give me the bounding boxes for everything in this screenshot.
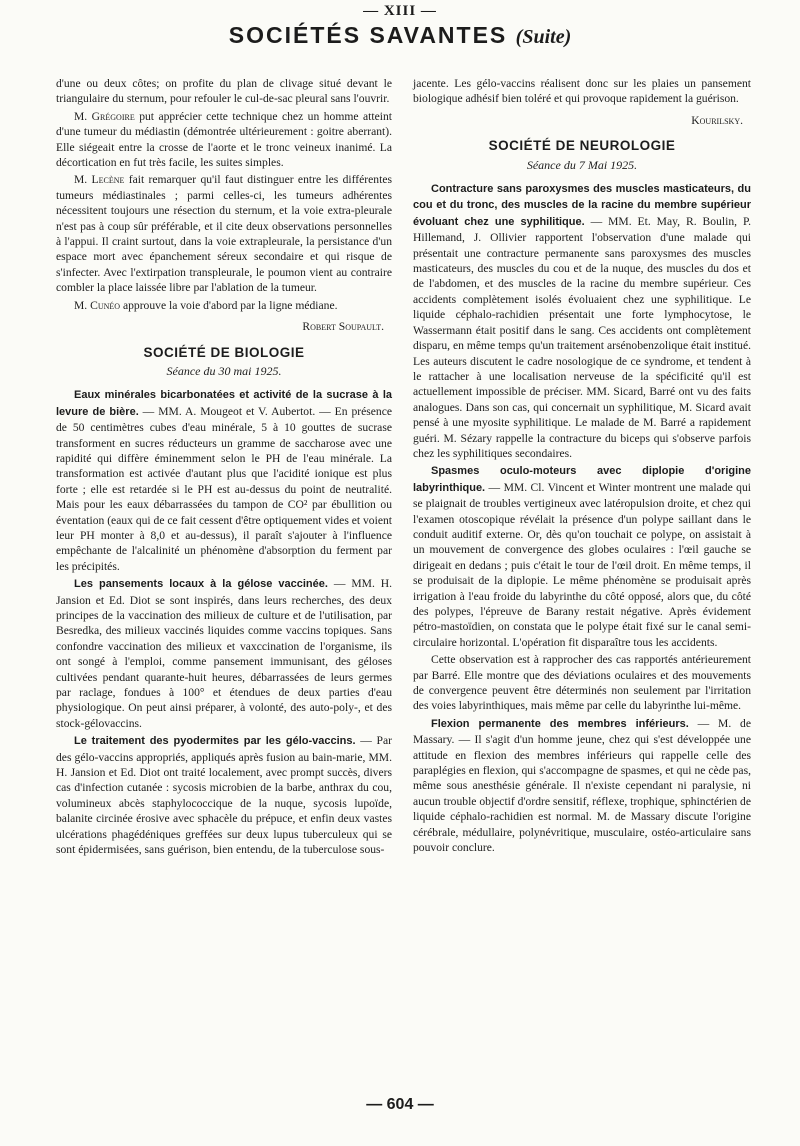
article-title: Spasmes oculo-moteurs avec diplopie d'origine labyrinthique. bbox=[413, 465, 751, 494]
paragraph bbox=[413, 181, 751, 461]
section-date: Séance du 30 mai 1925. bbox=[166, 363, 282, 378]
paragraph-text: — MM. Cl. Vincent et Winter montrent une malade qui se plaignait de troubles vertigineux avec latéropulsion droite, et chez qui l'examen otoscopique révélait la présence d'un polype saillant dans le conduit auditif externe. Or, dès qu'on touchait ce polype, on assistait à un mouvement de convergence des globes oculaires : l'œil gauche se dirigeait en dedans ; puis c'était le tour de l'œil droit. En même temps, il se produisait de la diplopie. Le même phénomène se produisait après irrigation à l'eau froide du labyrinthe du côté opposé, alors que, du côté des polypes, l'épreuve de Barany restait négative. Après évidement pétro-mastoïdien, on constata que le polype était fixé sur le canal semi-circulaire horizontal. L'opération fit disparaître tous les accidents. bbox=[413, 480, 751, 649]
paragraph bbox=[56, 387, 392, 574]
paragraph-text: — MM. Et. May, R. Boulin, P. Hillemand, J. Ollivier rapportent l'observation d'une malade qui présentait une contracture permanente sans paroxysmes des muscles masticateurs, des muscles du cou et de la nuque, des muscles du dos et de l'abdomen, et des muscles de la racine du membre supérieur. Ces accidents complètement isolés évoluaient chez une syphilitique. Le liquide céphalo-rachidien présentait une forte lymphocytose, le Wassermann était positif dans le sang. Ces accidents ont complètement disparu, en même temps qu'un traitement arsénobenzolique était institué. Les auteurs discutent le cadre nosologique de ce syndrome, et tendent à le rattacher à une localisation nerveuse de la spécificité qu'il est actuellement impossible de préciser. MM. Sicard, Barré ont vu des faits analogues. Dans son cas, qui concernait un syphilitique, M. Sicard avait pensé à une myosite syphilitique. Le malade de M. Barré a rapidement guéri. M. Sézary rappelle la contracture du biceps qui s'observe parfois chez les syphilitiques secondaires. bbox=[413, 214, 751, 460]
article-title: Les pansements locaux à la gélose vaccinée. bbox=[74, 578, 328, 591]
speaker-name: M. Cunéo bbox=[74, 298, 121, 312]
paragraph bbox=[56, 733, 392, 857]
author-signature: Robert Soupault. bbox=[302, 320, 384, 334]
paragraph-text: fait remarquer qu'il faut distinguer entre les différentes tumeurs médiastinales ; parmi celles-ci, les tumeurs adhérentes nécessitent toujours une résection du sternum, et la voie extra-pleurale n'est pas à coup sûr préférable, et il cite deux observations personnelles à l'appui. Il craint surtout, dans la voie extrapleurale, la persistance d'un espace mort avec épanchement séreux secondaire et qui risque de s'infecter. Avec l'extirpation transpleurale, le poumon vient au contraire combler la place laissée libre par l'ablation de la tumeur. bbox=[56, 173, 392, 295]
paragraph-text: — MM. A. Mougeot et V. Aubertot. — En présence de 50 centimètres cubes d'eau minérale, 5 à 10 gouttes de sucrase transforment en sucres réducteurs un gramme de saccharose avec une rapidité qui diffère éminemment selon le PH de l'eau minérale. La transformation est activée d'autant plus que l'acidité ionique est plus forte ; elle est retardée si le PH est au-dessus du point de neutralité. Mais pour les eaux débarrassées du tampon de CO² par ébullition ou éventation (eaux qui de ce fait cessent d'être optiquement vides et voient leur PH monter à 8,0 et au-dessus), il paraît s'ajouter à l'influence empêchante de l'alcalinité un phénomène d'absorption du ferment par les précipités. bbox=[56, 404, 393, 573]
header-suite: (Suite) bbox=[515, 26, 572, 48]
roman-page-number: — XIII — bbox=[363, 3, 437, 19]
section-date: Séance du 7 Mai 1925. bbox=[526, 157, 638, 172]
article-title: Flexion permanente des membres inférieurs. bbox=[431, 717, 689, 730]
paragraph-text: — Par des gélo-vaccins appropriés, appliqués après fusion au bain-marie, MM. H. Jansion et Ed. Diot ont traité localement, avec prompt succès, divers cas d'infection cutanée : sycosis microbien de la barbe, anthrax du cou, volumineux abcès staphylococcique de la nuque, sycosis lupoïde, balanite circinée érosive avec sphacèle du prépuce, et enfin deux vastes ulcérations phagédéniques greffées sur deux lupus tuberculeux qui se sont épidermisées, sans guérison, bien entendu, de la tuberculose sous- bbox=[56, 734, 392, 857]
section-title-neurologie: SOCIÉTÉ DE NEUROLOGIE bbox=[488, 138, 676, 154]
speaker-name: M. Grégoire bbox=[74, 109, 135, 123]
speaker-name: M. Lecène bbox=[74, 173, 125, 187]
paragraph bbox=[56, 576, 392, 731]
article-title: Contracture sans paroxysmes des muscles masticateurs, du cou et du tronc, des muscles de la racine du membre supérieur évoluant chez une syphilitique. bbox=[413, 183, 751, 228]
right-column bbox=[413, 76, 751, 858]
paragraph-text: — MM. H. Jansion et Ed. Diot se sont inspirés, dans leurs recherches, des deux principes de la vaccination des milieux de culture et de l'utilisation, par Besredka, des milieux vaccinés liquides comme vaccins topiques. Sans confondre vaccination des milieux et vaxccination de l'organisme, ils ont songé à l'emploi, comme pansement immunisant, des géloses cultivées pendant quarante-huit heures, débarrassées de leurs germes par raclage, fondues à 100° et étendues de deux parties d'eau physiologique. On peut ainsi préparer, à volonté, des auto-poly-, et des stock-gélovaccins. bbox=[56, 577, 392, 730]
paragraph bbox=[56, 172, 392, 295]
paragraph: Cette observation est à rapprocher des cas rapportés antérieurement par Barré. Elle montre que des déviations oculaires et des mouvements de convergence peuvent être déterminés non seulement par l'irritation des voies labyrinthiques, mais même par celle du labyrinthe lui-même. bbox=[413, 653, 751, 713]
left-column bbox=[56, 76, 392, 860]
page-header bbox=[0, 22, 800, 49]
paragraph-text: put apprécier cette technique chez un homme atteint d'une tumeur du médiastin (démontrée ultérieurement : goitre aberrant). Elle siégeait entre la crosse de l'aorte et le tronc veineux inanimé. La décortication en fut très facile, les suites simples. bbox=[56, 109, 392, 170]
article-title: Eaux minérales bicarbonatées et activité de la sucrase à la levure de bière. bbox=[56, 389, 392, 418]
article-title: Le traitement des pyodermites par les gélo-vaccins. bbox=[74, 735, 356, 748]
author-signature: Kourilsky. bbox=[691, 113, 743, 127]
section-title-biologie: SOCIÉTÉ DE BIOLOGIE bbox=[143, 344, 305, 360]
page-number: — 604 — bbox=[366, 1096, 434, 1113]
paragraph: jacente. Les gélo-vaccins réalisent donc sur les plaies un pansement biologique adhésif bien toléré et qui provoque rapidement la guérison. bbox=[413, 77, 751, 106]
paragraph bbox=[56, 109, 392, 171]
paragraph bbox=[413, 716, 751, 856]
paragraph bbox=[413, 463, 751, 650]
paragraph: d'une ou deux côtes; on profite du plan de clivage situé devant le triangulaire du sternum, pour refouler le cul-de-sac pleural sans l'ouvrir. bbox=[56, 77, 392, 106]
paragraph-text: approuve la voie d'abord par la ligne médiane. bbox=[120, 298, 338, 312]
paragraph-text: — M. de Massary. — Il s'agit d'un homme jeune, chez qui s'est développée une attitude en flexion des membres inférieurs qui rappelle celle des paraplégies en flexion, qui s'accompagne de spasmes, et qui ne cède pas, même sous anesthésie générale. Il n'existe cependant ni paralysie, ni aucun trouble objectif d'ordre sensitif, réflexe, trophique, sphinctérien de liquide céphalo-rachidien est normal. M. de Massary discute l'origine cérébrale, médullaire, polynévritique, musculaire, ostéo-articulaire sans pouvoir conclure. bbox=[413, 716, 751, 855]
header-title: SOCIÉTÉS SAVANTES bbox=[228, 22, 508, 48]
paragraph bbox=[56, 298, 392, 313]
